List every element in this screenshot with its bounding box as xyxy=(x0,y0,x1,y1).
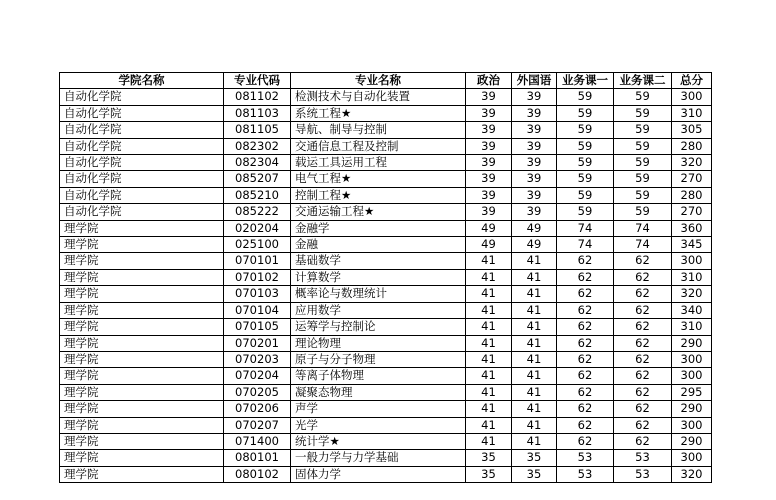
cell-major-code: 081103 xyxy=(224,105,291,121)
table-row xyxy=(60,384,712,400)
cell-subject-two: 62 xyxy=(614,302,672,318)
cell-politics: 41 xyxy=(466,351,512,367)
cell-major-name: 电气工程★ xyxy=(291,171,466,187)
cell-subject-one: 53 xyxy=(557,466,614,482)
cell-subject-two: 62 xyxy=(614,417,672,433)
cell-politics: 35 xyxy=(466,450,512,466)
cell-total: 310 xyxy=(672,269,712,285)
table-row xyxy=(60,187,712,203)
cell-subject-two: 59 xyxy=(614,204,672,220)
cell-college: 理学院 xyxy=(60,286,224,302)
cell-politics: 39 xyxy=(466,105,512,121)
cell-total: 295 xyxy=(672,384,712,400)
cell-major-code: 070201 xyxy=(224,335,291,351)
cell-subject-one: 62 xyxy=(557,302,614,318)
cell-major-code: 070207 xyxy=(224,417,291,433)
cell-major-name: 系统工程★ xyxy=(291,105,466,121)
cell-foreign-language: 41 xyxy=(512,384,557,400)
cell-foreign-language: 39 xyxy=(512,187,557,203)
cell-subject-one: 62 xyxy=(557,286,614,302)
cell-subject-one: 59 xyxy=(557,187,614,203)
cell-total: 320 xyxy=(672,466,712,482)
header-total: 总分 xyxy=(672,73,712,89)
cell-college: 理学院 xyxy=(60,253,224,269)
cell-college: 理学院 xyxy=(60,417,224,433)
cell-total: 300 xyxy=(672,89,712,105)
cell-major-code: 085207 xyxy=(224,171,291,187)
cell-major-code: 081102 xyxy=(224,89,291,105)
table-row xyxy=(60,220,712,236)
cell-politics: 49 xyxy=(466,220,512,236)
cell-college: 理学院 xyxy=(60,335,224,351)
cell-politics: 49 xyxy=(466,237,512,253)
cell-subject-two: 62 xyxy=(614,401,672,417)
cell-college: 理学院 xyxy=(60,269,224,285)
cell-college: 理学院 xyxy=(60,450,224,466)
cell-foreign-language: 41 xyxy=(512,302,557,318)
cell-subject-two: 59 xyxy=(614,155,672,171)
cell-major-name: 检测技术与自动化装置 xyxy=(291,89,466,105)
cell-politics: 41 xyxy=(466,401,512,417)
cell-major-code: 025100 xyxy=(224,237,291,253)
table-row xyxy=(60,351,712,367)
cell-politics: 39 xyxy=(466,122,512,138)
table-row xyxy=(60,319,712,335)
table-body xyxy=(60,89,712,483)
cell-politics: 39 xyxy=(466,138,512,154)
cell-major-code: 080101 xyxy=(224,450,291,466)
cell-subject-one: 62 xyxy=(557,368,614,384)
cell-major-name: 控制工程★ xyxy=(291,187,466,203)
cell-college: 自动化学院 xyxy=(60,105,224,121)
cell-subject-two: 59 xyxy=(614,187,672,203)
cell-subject-two: 62 xyxy=(614,433,672,449)
cell-total: 300 xyxy=(672,417,712,433)
cell-foreign-language: 41 xyxy=(512,351,557,367)
score-table-sheet xyxy=(59,72,703,483)
cell-foreign-language: 41 xyxy=(512,433,557,449)
cell-foreign-language: 39 xyxy=(512,155,557,171)
cell-subject-one: 62 xyxy=(557,351,614,367)
cell-foreign-language: 41 xyxy=(512,417,557,433)
cell-college: 自动化学院 xyxy=(60,155,224,171)
cell-total: 280 xyxy=(672,187,712,203)
cell-major-name: 应用数学 xyxy=(291,302,466,318)
cell-foreign-language: 41 xyxy=(512,335,557,351)
cell-total: 290 xyxy=(672,401,712,417)
cell-major-code: 070101 xyxy=(224,253,291,269)
score-table xyxy=(59,72,712,483)
cell-subject-two: 62 xyxy=(614,319,672,335)
cell-major-code: 085222 xyxy=(224,204,291,220)
cell-subject-one: 59 xyxy=(557,105,614,121)
cell-subject-two: 62 xyxy=(614,368,672,384)
cell-major-name: 光学 xyxy=(291,417,466,433)
cell-subject-one: 62 xyxy=(557,335,614,351)
table-row xyxy=(60,155,712,171)
cell-subject-two: 62 xyxy=(614,286,672,302)
cell-subject-two: 53 xyxy=(614,450,672,466)
cell-subject-one: 74 xyxy=(557,237,614,253)
cell-subject-one: 62 xyxy=(557,253,614,269)
cell-subject-one: 62 xyxy=(557,269,614,285)
cell-politics: 39 xyxy=(466,187,512,203)
cell-major-code: 085210 xyxy=(224,187,291,203)
table-row xyxy=(60,204,712,220)
cell-politics: 41 xyxy=(466,269,512,285)
cell-politics: 39 xyxy=(466,89,512,105)
cell-total: 345 xyxy=(672,237,712,253)
cell-major-code: 082304 xyxy=(224,155,291,171)
cell-subject-one: 62 xyxy=(557,319,614,335)
cell-foreign-language: 41 xyxy=(512,368,557,384)
cell-college: 自动化学院 xyxy=(60,89,224,105)
header-subject-one: 业务课一 xyxy=(557,73,614,89)
table-row xyxy=(60,450,712,466)
cell-college: 理学院 xyxy=(60,466,224,482)
cell-major-code: 070203 xyxy=(224,351,291,367)
cell-college: 自动化学院 xyxy=(60,171,224,187)
cell-major-code: 020204 xyxy=(224,220,291,236)
cell-foreign-language: 39 xyxy=(512,138,557,154)
cell-major-name: 等离子体物理 xyxy=(291,368,466,384)
cell-total: 290 xyxy=(672,433,712,449)
cell-major-name: 一般力学与力学基础 xyxy=(291,450,466,466)
cell-major-code: 070104 xyxy=(224,302,291,318)
cell-college: 自动化学院 xyxy=(60,122,224,138)
header-major-name: 专业名称 xyxy=(291,73,466,89)
cell-total: 290 xyxy=(672,335,712,351)
cell-college: 理学院 xyxy=(60,237,224,253)
cell-politics: 39 xyxy=(466,171,512,187)
cell-college: 理学院 xyxy=(60,368,224,384)
cell-total: 360 xyxy=(672,220,712,236)
cell-subject-two: 59 xyxy=(614,89,672,105)
cell-college: 理学院 xyxy=(60,433,224,449)
cell-foreign-language: 41 xyxy=(512,286,557,302)
cell-total: 300 xyxy=(672,368,712,384)
cell-major-name: 载运工具运用工程 xyxy=(291,155,466,171)
cell-major-name: 计算数学 xyxy=(291,269,466,285)
cell-college: 自动化学院 xyxy=(60,204,224,220)
cell-subject-two: 62 xyxy=(614,269,672,285)
cell-politics: 35 xyxy=(466,466,512,482)
cell-politics: 41 xyxy=(466,253,512,269)
cell-total: 320 xyxy=(672,286,712,302)
cell-foreign-language: 41 xyxy=(512,319,557,335)
cell-college: 理学院 xyxy=(60,351,224,367)
cell-subject-two: 59 xyxy=(614,122,672,138)
table-row xyxy=(60,269,712,285)
table-header xyxy=(60,73,712,89)
header-college: 学院名称 xyxy=(60,73,224,89)
cell-politics: 41 xyxy=(466,302,512,318)
cell-major-code: 070205 xyxy=(224,384,291,400)
cell-subject-two: 53 xyxy=(614,466,672,482)
cell-total: 300 xyxy=(672,450,712,466)
cell-subject-two: 74 xyxy=(614,237,672,253)
table-row xyxy=(60,89,712,105)
cell-foreign-language: 39 xyxy=(512,171,557,187)
header-row xyxy=(60,73,712,89)
cell-politics: 39 xyxy=(466,204,512,220)
cell-major-name: 凝聚态物理 xyxy=(291,384,466,400)
cell-politics: 41 xyxy=(466,368,512,384)
table-row xyxy=(60,433,712,449)
table-row xyxy=(60,171,712,187)
cell-total: 305 xyxy=(672,122,712,138)
cell-subject-one: 59 xyxy=(557,204,614,220)
table-row xyxy=(60,253,712,269)
cell-major-name: 交通运输工程★ xyxy=(291,204,466,220)
cell-politics: 41 xyxy=(466,335,512,351)
table-row xyxy=(60,138,712,154)
cell-college: 理学院 xyxy=(60,319,224,335)
cell-foreign-language: 41 xyxy=(512,269,557,285)
cell-politics: 41 xyxy=(466,417,512,433)
cell-foreign-language: 35 xyxy=(512,450,557,466)
cell-major-code: 081105 xyxy=(224,122,291,138)
cell-subject-two: 62 xyxy=(614,384,672,400)
header-foreign-language: 外国语 xyxy=(512,73,557,89)
cell-major-code: 070103 xyxy=(224,286,291,302)
header-major-code: 专业代码 xyxy=(224,73,291,89)
cell-subject-one: 53 xyxy=(557,450,614,466)
cell-subject-one: 59 xyxy=(557,138,614,154)
table-row xyxy=(60,302,712,318)
cell-subject-one: 59 xyxy=(557,122,614,138)
cell-total: 320 xyxy=(672,155,712,171)
cell-subject-one: 59 xyxy=(557,155,614,171)
cell-major-name: 原子与分子物理 xyxy=(291,351,466,367)
cell-subject-one: 62 xyxy=(557,417,614,433)
cell-subject-one: 62 xyxy=(557,401,614,417)
cell-subject-two: 59 xyxy=(614,171,672,187)
cell-foreign-language: 41 xyxy=(512,401,557,417)
cell-college: 自动化学院 xyxy=(60,138,224,154)
cell-major-name: 交通信息工程及控制 xyxy=(291,138,466,154)
cell-foreign-language: 35 xyxy=(512,466,557,482)
cell-college: 自动化学院 xyxy=(60,187,224,203)
cell-subject-two: 62 xyxy=(614,253,672,269)
cell-total: 270 xyxy=(672,171,712,187)
cell-foreign-language: 41 xyxy=(512,253,557,269)
cell-major-name: 运筹学与控制论 xyxy=(291,319,466,335)
cell-subject-two: 74 xyxy=(614,220,672,236)
cell-subject-one: 62 xyxy=(557,384,614,400)
cell-college: 理学院 xyxy=(60,220,224,236)
cell-politics: 41 xyxy=(466,286,512,302)
cell-politics: 39 xyxy=(466,155,512,171)
table-row xyxy=(60,335,712,351)
cell-college: 理学院 xyxy=(60,384,224,400)
cell-foreign-language: 39 xyxy=(512,122,557,138)
cell-foreign-language: 39 xyxy=(512,105,557,121)
cell-subject-one: 59 xyxy=(557,171,614,187)
header-politics: 政治 xyxy=(466,73,512,89)
cell-subject-two: 59 xyxy=(614,105,672,121)
cell-major-name: 金融学 xyxy=(291,220,466,236)
cell-subject-one: 74 xyxy=(557,220,614,236)
cell-foreign-language: 49 xyxy=(512,237,557,253)
cell-politics: 41 xyxy=(466,384,512,400)
cell-major-name: 理论物理 xyxy=(291,335,466,351)
header-subject-two: 业务课二 xyxy=(614,73,672,89)
cell-total: 310 xyxy=(672,319,712,335)
cell-college: 理学院 xyxy=(60,302,224,318)
table-row xyxy=(60,122,712,138)
cell-major-code: 070105 xyxy=(224,319,291,335)
cell-major-name: 金融 xyxy=(291,237,466,253)
cell-major-name: 基础数学 xyxy=(291,253,466,269)
cell-major-name: 概率论与数理统计 xyxy=(291,286,466,302)
cell-foreign-language: 49 xyxy=(512,220,557,236)
cell-major-code: 070102 xyxy=(224,269,291,285)
cell-total: 280 xyxy=(672,138,712,154)
cell-major-name: 导航、制导与控制 xyxy=(291,122,466,138)
cell-major-name: 统计学★ xyxy=(291,433,466,449)
cell-major-name: 固体力学 xyxy=(291,466,466,482)
cell-total: 300 xyxy=(672,351,712,367)
cell-subject-two: 62 xyxy=(614,335,672,351)
cell-major-code: 071400 xyxy=(224,433,291,449)
cell-major-code: 070206 xyxy=(224,401,291,417)
cell-major-name: 声学 xyxy=(291,401,466,417)
cell-college: 理学院 xyxy=(60,401,224,417)
table-row xyxy=(60,466,712,482)
cell-subject-two: 59 xyxy=(614,138,672,154)
cell-major-code: 070204 xyxy=(224,368,291,384)
table-row xyxy=(60,401,712,417)
cell-total: 310 xyxy=(672,105,712,121)
table-row xyxy=(60,237,712,253)
cell-subject-two: 62 xyxy=(614,351,672,367)
cell-foreign-language: 39 xyxy=(512,204,557,220)
cell-major-code: 082302 xyxy=(224,138,291,154)
table-row xyxy=(60,105,712,121)
cell-subject-one: 59 xyxy=(557,89,614,105)
cell-total: 300 xyxy=(672,253,712,269)
cell-foreign-language: 39 xyxy=(512,89,557,105)
table-row xyxy=(60,417,712,433)
table-row xyxy=(60,286,712,302)
table-row xyxy=(60,368,712,384)
cell-total: 340 xyxy=(672,302,712,318)
cell-subject-one: 62 xyxy=(557,433,614,449)
cell-major-code: 080102 xyxy=(224,466,291,482)
cell-total: 270 xyxy=(672,204,712,220)
cell-politics: 41 xyxy=(466,319,512,335)
cell-politics: 41 xyxy=(466,433,512,449)
